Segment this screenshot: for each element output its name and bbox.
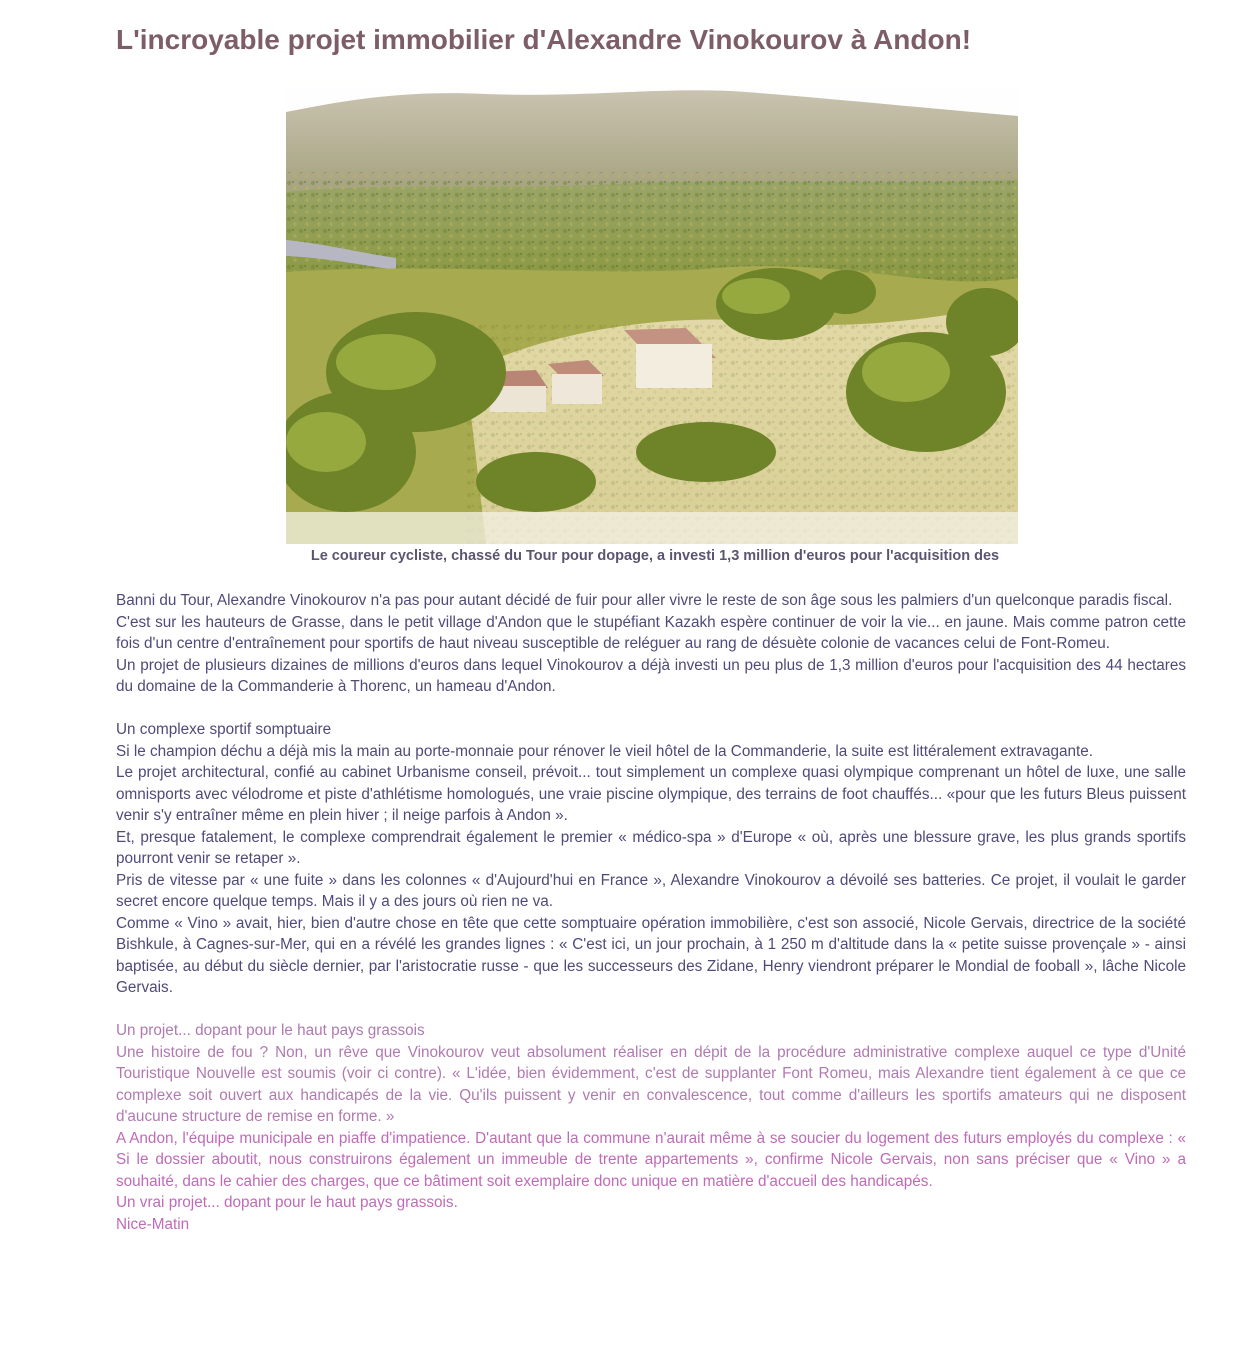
paragraph: Si le champion déchu a déjà mis la main au porte-monnaie pour rénover le vieil hôtel de la Commanderie, la suite est littéralement extravagante. [116,742,1093,760]
article-headline: L'incroyable projet immobilier d'Alexandre Vinokourov à Andon! [116,24,972,55]
landscape-illustration [286,72,1018,544]
paragraph: Pris de vitesse par « une fuite » dans les colonnes « d'Aujourd'hui en France », Alexandre Vinokourov a dévoilé ses batteries. Ce projet, il voulait le garder secret encore quelque temps. Mais il y a des jours où rien ne va. [116,871,1186,910]
article-body [116,590,1186,1235]
section-title: Un projet... dopant pour le haut pays grassois [116,1022,425,1039]
article-source: Nice-Matin [116,1215,190,1233]
paragraph: C'est sur les hauteurs de Grasse, dans le petit village d'Andon que le stupéfiant Kazakh espère continuer de voir la vie... en jaune. Mais comme patron cette fois d'un centre d'entraînement pour sportifs de haut niveau susceptible de reléguer au rang de désuète colonie de vacances celui de Font-Romeu. [116,613,1186,652]
paragraph: Comme « Vino » avait, hier, bien d'autre chose en tête que cette somptuaire opération immobilière, c'est son associé, Nicole Gervais, directrice de la société Bishkule, à Cagnes-sur-Mer, qui en a révélé les grandes lignes : « C'est ici, un jour prochain, à 1 250 m d'altitude dans la « petite suisse provençale » - ainsi baptisée, au début du siècle dernier, par l'aristocratie russe - que les successeurs des Zidane, Henry viendront préparer le Mondial de fooball », lâche Nicole Gervais. [116,914,1186,996]
paragraph: A Andon, l'équipe municipale en piaffe d'impatience. D'autant que la commune n'aurait même à se soucier du logement des futurs employés du complexe : « Si le dossier aboutit, nous construirons également un immeuble de trente appartements », confirme Nicole Gervais, non sans préciser que « Vino » a souhaité, dans le cahier des charges, que ce bâtiment soit exemplaire donc unique en matière d'accueil des handicapés. [116,1129,1186,1190]
photo-caption: Le coureur cycliste, chassé du Tour pour dopage, a investi 1,3 million d'euros pour l'acquisition des [310,548,1000,564]
paragraph: Un vrai projet... dopant pour le haut pays grassois. [116,1194,458,1211]
paragraph: Une histoire de fou ? Non, un rêve que Vinokourov veut absolument réaliser en dépit de la procédure administrative complexe auquel ce type d'Unité Touristique Nouvelle est soumis (voir ci contre). « L'idée, bien évidemment, c'est de supplanter Font Romeu, mais Alexandre tient également à ce que ce complexe soit ouvert aux handicapés de la vie. Qu'ils puissent y venir en convalescence, tout comme d'ailleurs les sportifs amateurs qui ne disposent d'aucune structure de remise en forme. » [116,1043,1186,1125]
article-photo [286,72,1018,544]
section-title: Un complexe sportif somptuaire [116,721,332,738]
paragraph: Et, presque fatalement, le complexe comprendrait également le premier « médico-spa » d'Europe « où, après une blessure grave, les plus grands sportifs pourront venir se retaper ». [116,828,1186,867]
paragraph: Banni du Tour, Alexandre Vinokourov n'a pas pour autant décidé de fuir pour aller vivre le reste de son âge sous les palmiers d'un quelconque paradis fiscal. [116,592,1173,609]
paragraph: Un projet de plusieurs dizaines de millions d'euros dans lequel Vinokourov a déjà investi un peu plus de 1,3 million d'euros pour l'acquisition des 44 hectares du domaine de la Commanderie à Thorenc, un hameau d'Andon. [116,656,1186,695]
paragraph: Le projet architectural, confié au cabinet Urbanisme conseil, prévoit... tout simplement un complexe quasi olympique comprenant un hôtel de luxe, une salle omnisports avec vélodrome et piste d'athlétisme homologués, une vraie piscine olympique, des terrains de foot chauffés... «pour que les futurs Bleus puissent venir s'y entraîner même en plein hiver ; il neige parfois à Andon ». [116,764,1186,824]
